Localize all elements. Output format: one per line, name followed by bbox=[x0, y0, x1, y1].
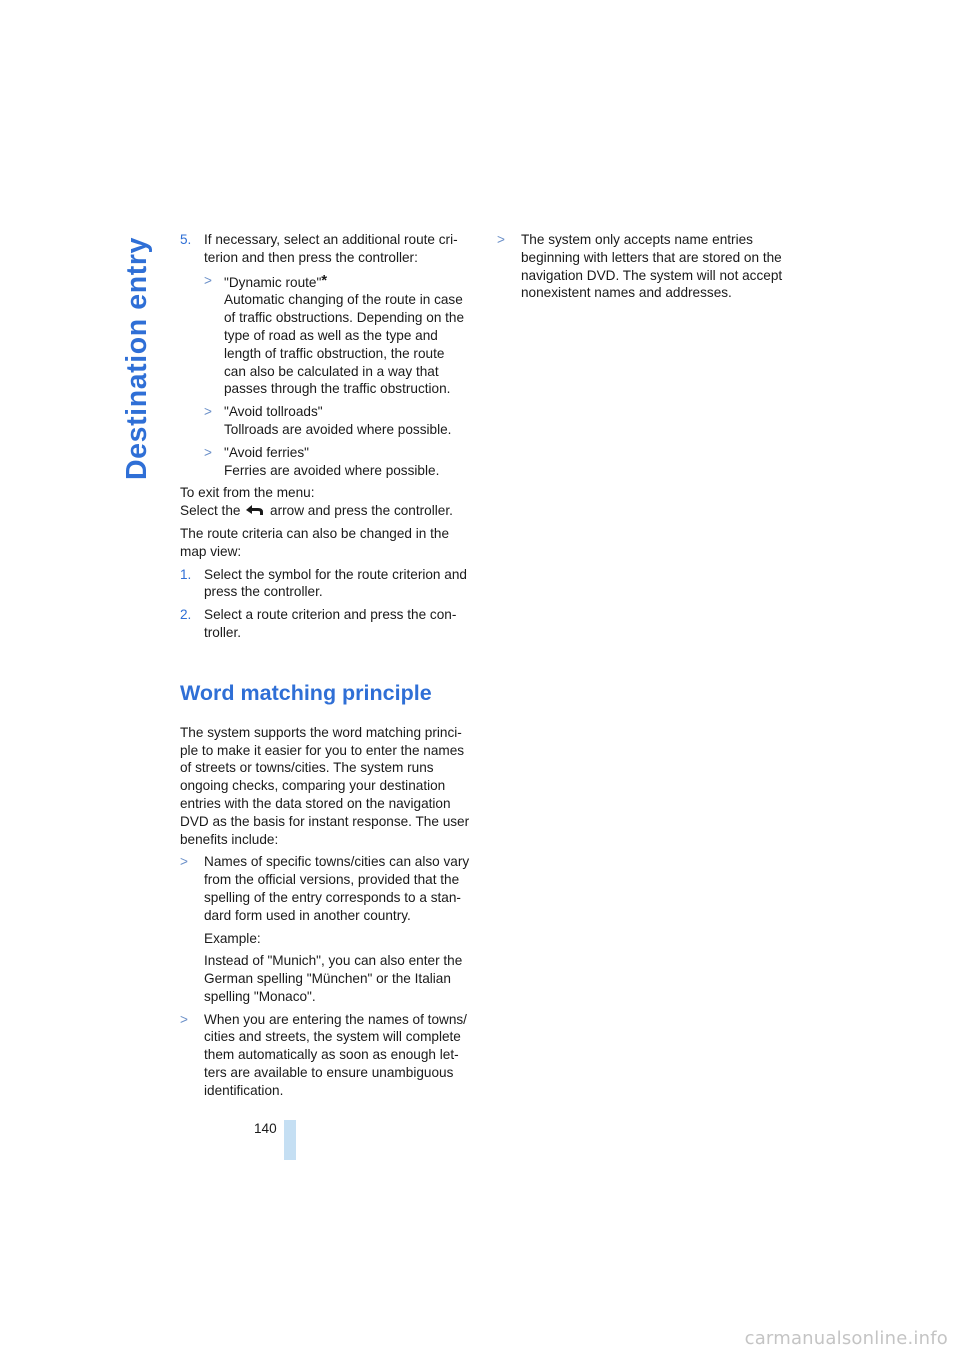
example-label: Example: bbox=[204, 930, 261, 946]
bullet-arrow: > bbox=[180, 854, 188, 870]
example-text: Instead of "Munich", you can also enter the German spelling "München" or the Italian spelling "Monaco". bbox=[204, 953, 463, 1004]
bullet-arrow: > bbox=[204, 272, 212, 288]
bullet-arrow: > bbox=[204, 404, 212, 420]
bullet-arrow: > bbox=[204, 444, 212, 460]
bullet-arrow: > bbox=[180, 1011, 188, 1027]
bullet-arrow: > bbox=[497, 232, 505, 247]
left-column bbox=[180, 231, 476, 1100]
option-name: "Avoid tollroads" bbox=[224, 404, 323, 420]
route-criteria-paragraph: The route criteria can also be changed in the map view: bbox=[180, 525, 450, 559]
intro-paragraph: The system supports the word matching princi- ple to make it easier for you to enter the names of streets or towns/cities. The system runs ongoing checks, comparing your destination entries with the data stored on the navigation DVD as the basis for instant response. The user benefits include: bbox=[180, 724, 470, 847]
step-5 bbox=[180, 231, 476, 267]
section-title: Destination entry bbox=[121, 237, 153, 480]
bullet-name-variants: > Names of specific towns/cities can also vary from the official versions, provided that the spelling of the entry corresponds to a stan- dard form used in another country. Example: Instead of "Munich", you can also enter the German spelling "München" or the Italian spelling "Monaco". bbox=[180, 853, 476, 1005]
step-number: 2. bbox=[180, 607, 192, 623]
option-avoid-tollroads: > "Avoid tollroads" Tollroads are avoided where possible. bbox=[204, 404, 452, 437]
bullet-autocomplete: > When you are entering the names of towns/ cities and streets, the system will complete them automatically as soon as enough let- ters are available to ensure unambiguous identification. bbox=[180, 1011, 467, 1098]
watermark: carmanualsonline.info bbox=[744, 1328, 948, 1349]
back-arrow-icon bbox=[244, 504, 266, 516]
bullet-name-entries: > The system only accepts name entries beginning with letters that are stored on the navigation DVD. The system will not accept nonexistent names and addresses. bbox=[497, 232, 783, 301]
optional-feature-star: * bbox=[321, 271, 328, 289]
step-number: 1. bbox=[180, 566, 192, 582]
exit-menu-paragraph: To exit from the menu: Select the arrow and press the controller. bbox=[180, 485, 453, 519]
page-number: 140 bbox=[254, 1121, 277, 1136]
option-name: "Dynamic route" bbox=[224, 274, 322, 290]
step-number: 5. bbox=[180, 232, 192, 247]
step-2: 2. Select a route criterion and press the con- troller. bbox=[180, 607, 457, 640]
right-column bbox=[497, 231, 797, 302]
option-avoid-ferries: > "Avoid ferries" Ferries are avoided where possible. bbox=[204, 444, 440, 478]
step-1: 1. Select the symbol for the route criterion and press the controller. bbox=[180, 566, 467, 600]
page-marker-bar bbox=[284, 1120, 296, 1160]
option-dynamic-route: > "Dynamic route"* Automatic changing of the route in case of traffic obstructions. Depending on the type of road as well as the type and length of traffic obstruction, the route can also be calculated in a way that passes through the traffic obstruction. bbox=[204, 271, 465, 397]
section-heading: Word matching principle bbox=[180, 680, 432, 705]
option-name: "Avoid ferries" bbox=[224, 444, 309, 460]
step-text: If necessary, select an additional route cri- terion and then press the controller: bbox=[204, 232, 458, 265]
